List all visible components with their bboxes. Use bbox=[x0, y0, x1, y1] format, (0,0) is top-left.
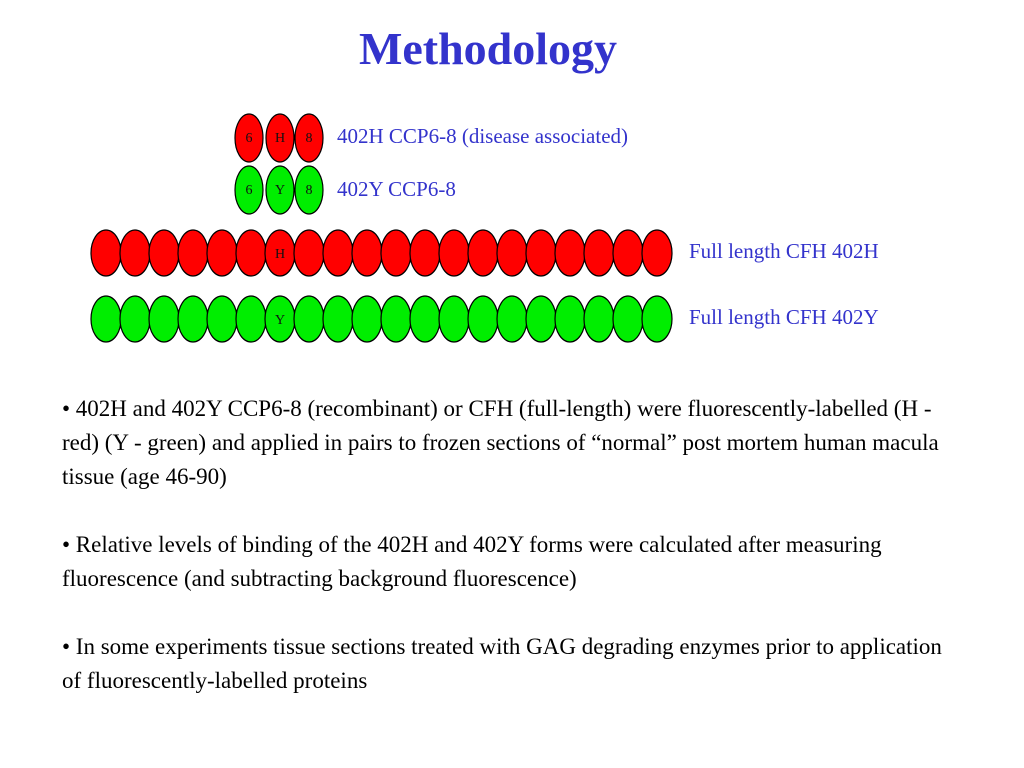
ccp-domain-label: 8 bbox=[305, 131, 313, 147]
ccp-domain-label: H bbox=[274, 131, 286, 147]
ccp-domain-bead bbox=[207, 296, 237, 342]
ccp-domain-bead bbox=[178, 296, 208, 342]
ccp-domain-bead bbox=[526, 230, 556, 276]
ccp-domain-bead bbox=[294, 296, 324, 342]
short-constructs bbox=[235, 114, 323, 214]
ccp-domain-bead bbox=[555, 230, 585, 276]
ccp-domain-bead bbox=[178, 230, 208, 276]
ccp-domain-label: Y bbox=[274, 183, 286, 199]
ccp-domain-bead bbox=[526, 296, 556, 342]
ccp-domain-bead bbox=[352, 230, 382, 276]
ccp-domain-bead bbox=[207, 230, 237, 276]
label-402h-ccp6-8: 402H CCP6-8 (disease associated) bbox=[337, 124, 629, 148]
label-402y-ccp6-8: 402Y CCP6-8 bbox=[337, 177, 456, 201]
ccp-domain-bead bbox=[352, 296, 382, 342]
ccp-domain-bead bbox=[381, 296, 411, 342]
ccp-domain-bead bbox=[149, 296, 179, 342]
ccp-domain-bead bbox=[613, 230, 643, 276]
ccp-domain-bead bbox=[468, 230, 498, 276]
ccp-domain-bead bbox=[91, 230, 121, 276]
ccp-domain-label: 6 bbox=[245, 131, 253, 147]
bullet-item: • In some experiments tissue sections treated with GAG degrading enzymes prior to application of fluorescently-labelled proteins bbox=[62, 634, 942, 693]
ccp-domain-label: 8 bbox=[305, 183, 313, 199]
ccp-domain-bead bbox=[642, 230, 672, 276]
bullet-item: • 402H and 402Y CCP6-8 (recombinant) or CFH (full-length) were fluorescently-labelled (H - red) (Y - green) and applied in pairs to frozen sections of “normal” post mortem human macula tissue (age 46-90) bbox=[62, 396, 939, 489]
ccp-domain-bead bbox=[584, 230, 614, 276]
variant-mark-label: H bbox=[274, 247, 286, 263]
methodology-bullets bbox=[62, 392, 962, 732]
ccp-domain-bead bbox=[555, 296, 585, 342]
ccp-domain-bead bbox=[497, 296, 527, 342]
ccp-domain-bead bbox=[613, 296, 643, 342]
ccp-domain-bead bbox=[439, 230, 469, 276]
full-length-constructs bbox=[91, 230, 672, 342]
variant-mark-label: Y bbox=[274, 313, 286, 329]
ccp-domain-bead bbox=[410, 296, 440, 342]
ccp-domain-bead bbox=[439, 296, 469, 342]
ccp-domain-bead bbox=[642, 296, 672, 342]
ccp-domain-label: 6 bbox=[245, 183, 253, 199]
ccp-domain-bead bbox=[120, 230, 150, 276]
ccp-domain-bead bbox=[149, 230, 179, 276]
ccp-domain-bead bbox=[497, 230, 527, 276]
ccp-domain-bead bbox=[236, 296, 266, 342]
ccp-domain-bead bbox=[584, 296, 614, 342]
label-full-length-402h: Full length CFH 402H bbox=[689, 239, 879, 263]
ccp-domain-bead bbox=[91, 296, 121, 342]
ccp-domain-bead bbox=[323, 296, 353, 342]
ccp-domain-bead bbox=[323, 230, 353, 276]
ccp-domain-bead bbox=[294, 230, 324, 276]
page-title: Methodology bbox=[358, 23, 618, 74]
ccp-domain-bead bbox=[410, 230, 440, 276]
ccp-domain-bead bbox=[236, 230, 266, 276]
bullet-item: • Relative levels of binding of the 402H and 402Y forms were calculated after measuring fluorescence (and subtracting background fluorescence) bbox=[62, 532, 882, 591]
ccp-domain-bead bbox=[468, 296, 498, 342]
ccp-domain-bead bbox=[120, 296, 150, 342]
label-full-length-402y: Full length CFH 402Y bbox=[689, 305, 879, 329]
ccp-domain-bead bbox=[381, 230, 411, 276]
